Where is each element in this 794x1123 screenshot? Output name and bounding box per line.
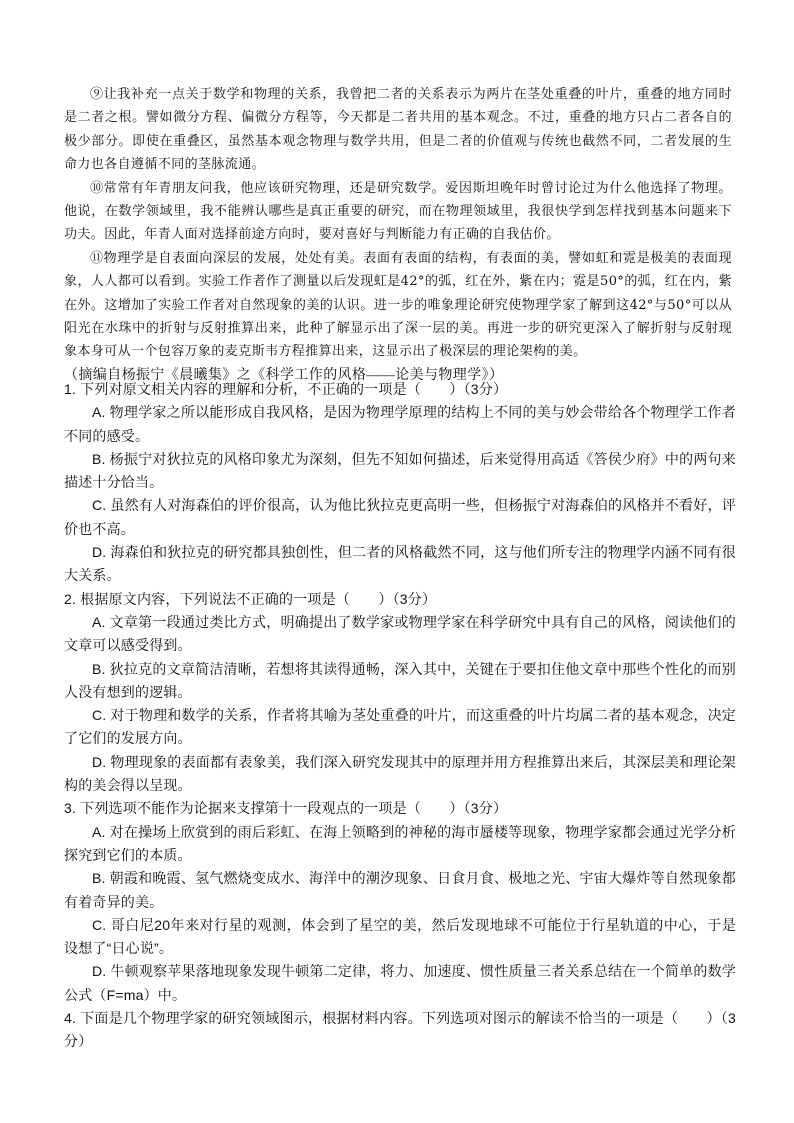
option-letter: C. (92, 497, 107, 514)
option-letter: A. (92, 404, 106, 421)
option-a (64, 401, 736, 448)
option-letter: A. (92, 823, 106, 840)
passage-paragraph-10: ⑩常常有年青朋友问我，他应该研究物理，还是研究数学。爱因斯坦晚年时曾讨论过为什么他选择了物理。他说，在数学领域里，我不能辨认哪些是真正重要的研究，而在物理领域里，我很快学到怎样找到基本问题来下功夫。因此，年青人面对选择前途方向时，要对喜好与判断能力有正确的自我估价。 (64, 180, 732, 243)
option-c (64, 914, 736, 961)
option-b (64, 448, 736, 495)
option-d (64, 541, 736, 588)
option-c (64, 704, 736, 751)
option-text: 对在操场上欣赏到的雨后彩虹、在海上领略到的神秘的海市蜃楼等现象，物理学家都会通过光学分析探究到它们的本质。 (64, 823, 736, 863)
passage-paragraph-9: ⑨让我补充一点关于数学和物理的关系，我曾把二者的关系表示为两片在茎处重叠的叶片，重叠的地方同时是二者之根。譬如微分方程、偏微分方程等，今天都是二者共用的基本观念。不过，重叠的地方只占二者各自的极少部分。即使在重叠区，虽然基本观念物理与数学共用，但是二者的价值观与传统也截然不同，二者发展的生命力也各自遵循不同的茎脉流通。 (64, 87, 732, 173)
option-text: 杨振宁对狄拉克的风格印象尤为深刻，但先不知如何描述，后来觉得用高适《答侯少府》中的两句来描述十分恰当。 (64, 450, 736, 491)
option-letter: A. (92, 613, 106, 630)
option-b (64, 867, 736, 914)
option-text: 狄拉克的文章简洁清晰，若想将其读得通畅，深入其中，关键在于要扣住他文章中那些个性化的而别人没有想到的逻辑。 (64, 660, 736, 700)
question-stem: 2. 根据原文内容，下列说法不正确的一项是（ ）（3分） (64, 590, 437, 607)
option-d (64, 751, 736, 798)
option-text: 物理学家之所以能形成自我风格，是因为物理学原理的结构上不同的美与妙会带给各个物理学工作者不同的感受。 (64, 404, 736, 444)
question-1 (64, 378, 736, 588)
option-letter: C. (92, 707, 107, 724)
option-letter: B. (92, 450, 106, 467)
option-letter: C. (92, 916, 107, 933)
question-stem: 1. 下列对原文相关内容的理解和分析，不正确的一项是（ ）（3分） (64, 381, 508, 397)
passage-paragraph-11: ⑪物理学是自表面向深层的发展，处处有美。表面有表面的结构，有表面的美，譬如虹和霓是极美的表面现象，人人都可以看到。实验工作者作了测量以后发现虹是42°的弧，红在外，紫在内；霓是50°的弧，红在内，紫在外。这增加了实验工作者对自然现象的美的认识。进一步的唯象理论研究使物理学家了解到这42°与50°可以从阳光在水珠中的折射与反射推算出来，此种了解显示出了深一层的美。再进一步的研究更深入了解折射与反射现象本身可从一个包容万象的麦克斯韦方程推算出来，这显示出了极深层的理论架构的美。 (64, 250, 732, 360)
option-a (64, 821, 736, 868)
option-b (64, 658, 736, 705)
option-text: 虽然有人对海森伯的评价很高，认为他比狄拉克更高明一些，但杨振宁对海森伯的风格并不看好，评价也不高。 (64, 497, 736, 537)
option-text: 哥白尼20年来对行星的观测，体会到了星空的美，然后发现地球不可能位于行星轨道的中心，于是设想了“日心说”。 (64, 916, 736, 957)
question-stem: 4. 下面是几个物理学家的研究领域图示，根据材料内容。下列选项对图示的解读不恰当的一项是（ ）（3分） (64, 1010, 736, 1050)
question-stem: 3. 下列选项不能作为论据来支撑第十一段观点的一项是（ ）（3分） (64, 800, 508, 817)
question-2 (64, 588, 736, 798)
option-letter: D. (92, 544, 107, 561)
option-a (64, 611, 736, 658)
option-text: 海森伯和狄拉克的研究都具独创性，但二者的风格截然不同，这与他们所专注的物理学内涵不同有很大关系。 (64, 544, 736, 584)
option-text: 物理现象的表面都有表象美，我们深入研究发现其中的原理并用方程推算出来后，其深层美和理论架构的美会得以呈现。 (64, 753, 736, 794)
option-text: 朝霞和晚霞、氢气燃烧变成水、海洋中的潮汐现象、日食月食、极地之光、宇宙大爆炸等自然现象都有着奇异的美。 (64, 870, 736, 910)
question-3 (64, 797, 736, 1007)
option-text: 牛顿观察苹果落地现象发现牛顿第二定律，将力、加速度、惯性质量三者关系总结在一个简单的数学公式（F=ma）中。 (64, 963, 736, 1003)
reading-passage (64, 83, 732, 387)
option-c (64, 494, 736, 541)
option-d (64, 960, 736, 1007)
option-letter: B. (92, 660, 106, 677)
option-letter: D. (92, 753, 107, 770)
option-letter: D. (92, 963, 107, 980)
option-text: 文章第一段通过类比方式，明确提出了数学家或物理学家在科学研究中具有自己的风格，阅读他们的文章可以感受得到。 (64, 613, 736, 654)
option-text: 对于物理和数学的关系，作者将其喻为茎处重叠的叶片，而这重叠的叶片均属二者的基本观念，决定了它们的发展方向。 (64, 707, 736, 747)
passage-source: （摘编自杨振宁《晨曦集》之《科学工作的风格——论美与物理学》） (64, 367, 504, 383)
question-4 (64, 1007, 736, 1054)
option-letter: B. (92, 870, 106, 887)
question-list (64, 378, 736, 1054)
